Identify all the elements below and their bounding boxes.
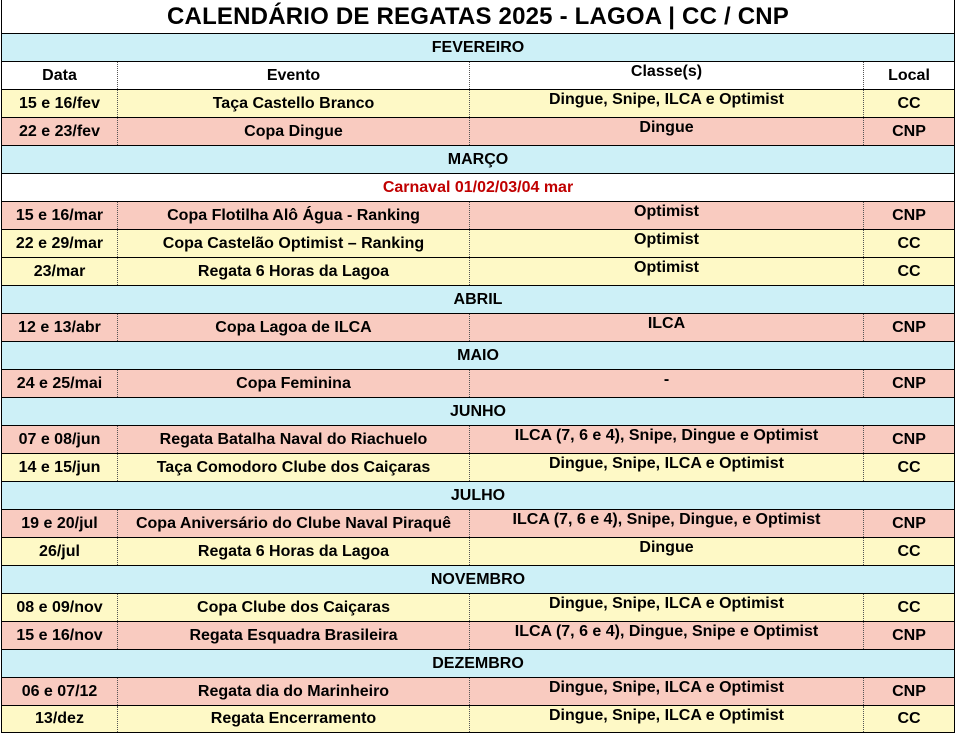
event-local: CNP [863, 510, 955, 537]
event-name: Copa Flotilha Alô Água - Ranking [117, 202, 469, 229]
event-classes: Dingue, Snipe, ILCA e Optimist [469, 706, 863, 732]
month-row-fevereiro [1, 33, 955, 61]
table-row [1, 705, 955, 733]
table-row [1, 509, 955, 537]
event-local: CC [863, 258, 955, 285]
month-label: ABRIL [1, 286, 955, 313]
event-name: Copa Clube dos Caiçaras [117, 594, 469, 621]
month-row-junho [1, 397, 955, 425]
month-row-abril [1, 285, 955, 313]
event-name: Regata 6 Horas da Lagoa [117, 258, 469, 285]
event-classes: ILCA (7, 6 e 4), Snipe, Dingue e Optimist [469, 426, 863, 453]
event-name: Copa Dingue [117, 118, 469, 145]
event-classes: Dingue, Snipe, ILCA e Optimist [469, 454, 863, 481]
month-row-julho [1, 481, 955, 509]
event-date: 15 e 16/nov [1, 622, 117, 649]
table-row [1, 201, 955, 229]
header-classes: Classe(s) [469, 62, 863, 89]
month-label: JULHO [1, 482, 955, 509]
event-local: CNP [863, 370, 955, 397]
table-row [1, 677, 955, 705]
event-date: 06 e 07/12 [1, 678, 117, 705]
event-date: 12 e 13/abr [1, 314, 117, 341]
table-row [1, 453, 955, 481]
event-name: Regata dia do Marinheiro [117, 678, 469, 705]
header-data: Data [1, 62, 117, 89]
event-date: 13/dez [1, 706, 117, 732]
table-row [1, 621, 955, 649]
event-classes: - [469, 370, 863, 397]
event-name: Copa Lagoa de ILCA [117, 314, 469, 341]
month-label: MAIO [1, 342, 955, 369]
event-local: CNP [863, 622, 955, 649]
event-classes: Dingue, Snipe, ILCA e Optimist [469, 678, 863, 705]
event-name: Regata Esquadra Brasileira [117, 622, 469, 649]
event-name: Copa Aniversário do Clube Naval Piraquê [117, 510, 469, 537]
event-date: 22 e 29/mar [1, 230, 117, 257]
event-local: CC [863, 230, 955, 257]
event-classes: ILCA (7, 6 e 4), Dingue, Snipe e Optimist [469, 622, 863, 649]
event-date: 22 e 23/fev [1, 118, 117, 145]
month-row-marco [1, 145, 955, 173]
event-local: CNP [863, 314, 955, 341]
table-row [1, 313, 955, 341]
event-date: 15 e 16/mar [1, 202, 117, 229]
event-local: CC [863, 90, 955, 117]
event-local: CC [863, 454, 955, 481]
event-local: CC [863, 594, 955, 621]
table-row [1, 89, 955, 117]
month-row-maio [1, 341, 955, 369]
table-row [1, 593, 955, 621]
event-local: CC [863, 538, 955, 565]
month-label: JUNHO [1, 398, 955, 425]
page-title: CALENDÁRIO DE REGATAS 2025 - LAGOA | CC / CNP [1, 0, 955, 33]
event-date: 15 e 16/fev [1, 90, 117, 117]
event-local: CNP [863, 426, 955, 453]
note-row-carnaval [1, 173, 955, 201]
event-name: Taça Comodoro Clube dos Caiçaras [117, 454, 469, 481]
table-header-row [1, 61, 955, 89]
event-classes: Dingue [469, 538, 863, 565]
event-classes: Optimist [469, 258, 863, 285]
header-evento: Evento [117, 62, 469, 89]
event-classes: Optimist [469, 202, 863, 229]
table-row [1, 117, 955, 145]
event-date: 19 e 20/jul [1, 510, 117, 537]
event-name: Regata Batalha Naval do Riachuelo [117, 426, 469, 453]
table-row [1, 257, 955, 285]
event-local: CNP [863, 678, 955, 705]
event-name: Copa Castelão Optimist – Ranking [117, 230, 469, 257]
carnaval-note: Carnaval 01/02/03/04 mar [1, 174, 955, 201]
event-name: Copa Feminina [117, 370, 469, 397]
event-date: 14 e 15/jun [1, 454, 117, 481]
event-classes: ILCA [469, 314, 863, 341]
event-local: CC [863, 706, 955, 732]
table-row [1, 537, 955, 565]
month-label: DEZEMBRO [1, 650, 955, 677]
event-classes: Dingue, Snipe, ILCA e Optimist [469, 90, 863, 117]
month-row-dezembro [1, 649, 955, 677]
event-name: Taça Castello Branco [117, 90, 469, 117]
event-name: Regata Encerramento [117, 706, 469, 732]
table-row [1, 229, 955, 257]
event-classes: Optimist [469, 230, 863, 257]
event-classes: Dingue [469, 118, 863, 145]
month-label: MARÇO [1, 146, 955, 173]
event-name: Regata 6 Horas da Lagoa [117, 538, 469, 565]
event-local: CNP [863, 118, 955, 145]
month-label: FEVEREIRO [1, 34, 955, 61]
event-date: 23/mar [1, 258, 117, 285]
calendar-sheet [1, 0, 955, 733]
table-row [1, 425, 955, 453]
month-row-novembro [1, 565, 955, 593]
event-date: 07 e 08/jun [1, 426, 117, 453]
event-classes: Dingue, Snipe, ILCA e Optimist [469, 594, 863, 621]
event-local: CNP [863, 202, 955, 229]
event-date: 08 e 09/nov [1, 594, 117, 621]
table-row [1, 369, 955, 397]
month-label: NOVEMBRO [1, 566, 955, 593]
event-date: 24 e 25/mai [1, 370, 117, 397]
event-classes: ILCA (7, 6 e 4), Snipe, Dingue, e Optimist [469, 510, 863, 537]
header-local: Local [863, 62, 955, 89]
event-date: 26/jul [1, 538, 117, 565]
